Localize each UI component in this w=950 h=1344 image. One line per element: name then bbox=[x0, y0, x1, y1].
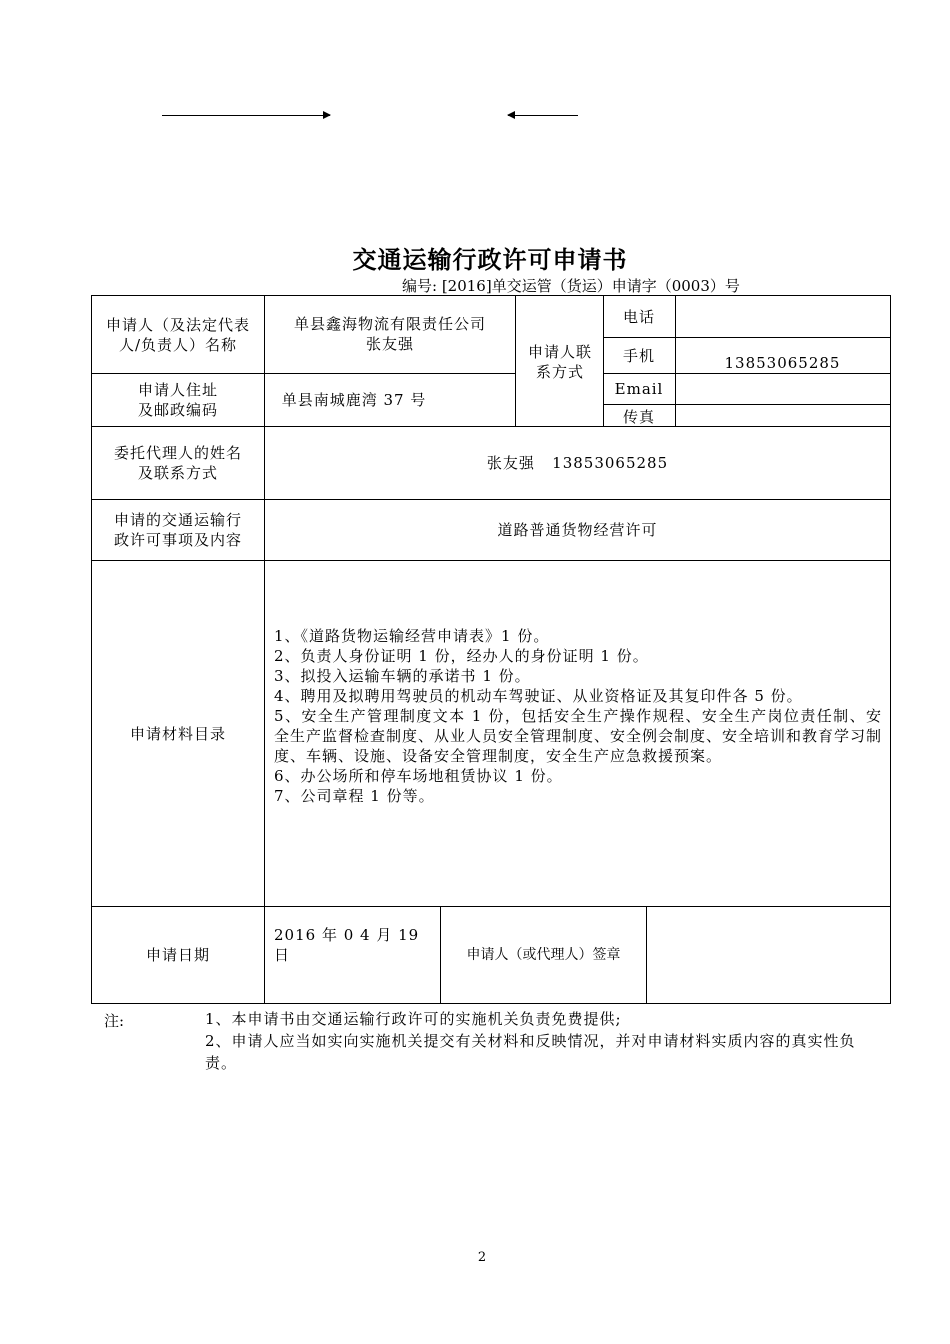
notes-list bbox=[205, 1008, 870, 1074]
list-item: 1、本申请书由交通运输行政许可的实施机关负责免费提供; bbox=[205, 1010, 622, 1028]
notes-label: 注: bbox=[104, 1012, 125, 1030]
permit-matter-label: 申请的交通运输行 政许可事项及内容 bbox=[113, 511, 242, 549]
agent-value: 张友强 13853065285 bbox=[486, 454, 669, 472]
list-item: 2、负责人身份证明 1 份，经办人的身份证明 1 份。 bbox=[274, 647, 649, 665]
materials-label: 申请材料目录 bbox=[129, 724, 226, 743]
list-item: 7、公司章程 1 份等。 bbox=[274, 787, 435, 805]
arrow-left-icon bbox=[507, 111, 515, 119]
contact-method-label: 申请人联系方式 bbox=[527, 343, 592, 381]
list-item: 4、聘用及拟聘用驾驶员的机动车驾驶证、从业资格证及其复印件各 5 份。 bbox=[274, 687, 803, 705]
mobile-label: 手机 bbox=[622, 346, 655, 365]
fax-label: 传真 bbox=[622, 407, 655, 426]
address-label: 申请人住址 及邮政编码 bbox=[137, 381, 218, 419]
materials-list bbox=[274, 626, 882, 806]
date-label: 申请日期 bbox=[145, 946, 210, 964]
phone-value bbox=[676, 300, 889, 334]
agent-label: 委托代理人的姓名 及联系方式 bbox=[113, 444, 242, 482]
signature-label: 申请人（或代理人）签章 bbox=[466, 947, 621, 963]
page-number: 2 bbox=[477, 1250, 487, 1265]
address-value: 单县南城鹿湾 37 号 bbox=[281, 391, 427, 409]
arrow-left-line bbox=[508, 115, 578, 116]
date-value: 2016 年 0 4 月 19 日 bbox=[274, 926, 420, 964]
arrow-right-icon bbox=[323, 111, 331, 119]
document-title: 交通运输行政许可申请书 bbox=[352, 245, 628, 274]
list-item: 3、拟投入运输车辆的承诺书 1 份。 bbox=[274, 667, 531, 685]
signature-value bbox=[647, 907, 890, 1003]
applicant-name-label: 申请人（及法定代表人/负责人）名称 bbox=[105, 315, 250, 354]
permit-matter-value: 道路普通货物经营许可 bbox=[497, 521, 658, 539]
email-value bbox=[676, 374, 889, 404]
list-item: 1、《道路货物运输经营申请表》1 份。 bbox=[274, 627, 550, 645]
list-item: 2、申请人应当如实向实施机关提交有关材料和反映情况，并对申请材料实质内容的真实性负责。 bbox=[205, 1032, 856, 1072]
applicant-name-value: 单县鑫海物流有限责任公司 张友强 bbox=[293, 315, 486, 353]
email-label: Email bbox=[614, 380, 664, 398]
arrow-right-line bbox=[162, 115, 330, 116]
document-number: 编号: [2016]单交运管（货运）申请字（0003）号 bbox=[402, 277, 740, 295]
list-item: 5、安全生产管理制度文本 1 份，包括安全生产操作规程、安全生产岗位责任制、安全生产监督检查制度、从业人员安全管理制度、安全例会制度、安全培训和教育学习制度、车辆、设施、设备安全管理制度，安全生产应急救援预案。 bbox=[274, 707, 883, 765]
fax-value bbox=[676, 405, 889, 426]
mobile-value: 13853065285 bbox=[724, 354, 841, 372]
list-item: 6、办公场所和停车场地租赁协议 1 份。 bbox=[274, 767, 563, 785]
phone-label: 电话 bbox=[622, 308, 655, 326]
